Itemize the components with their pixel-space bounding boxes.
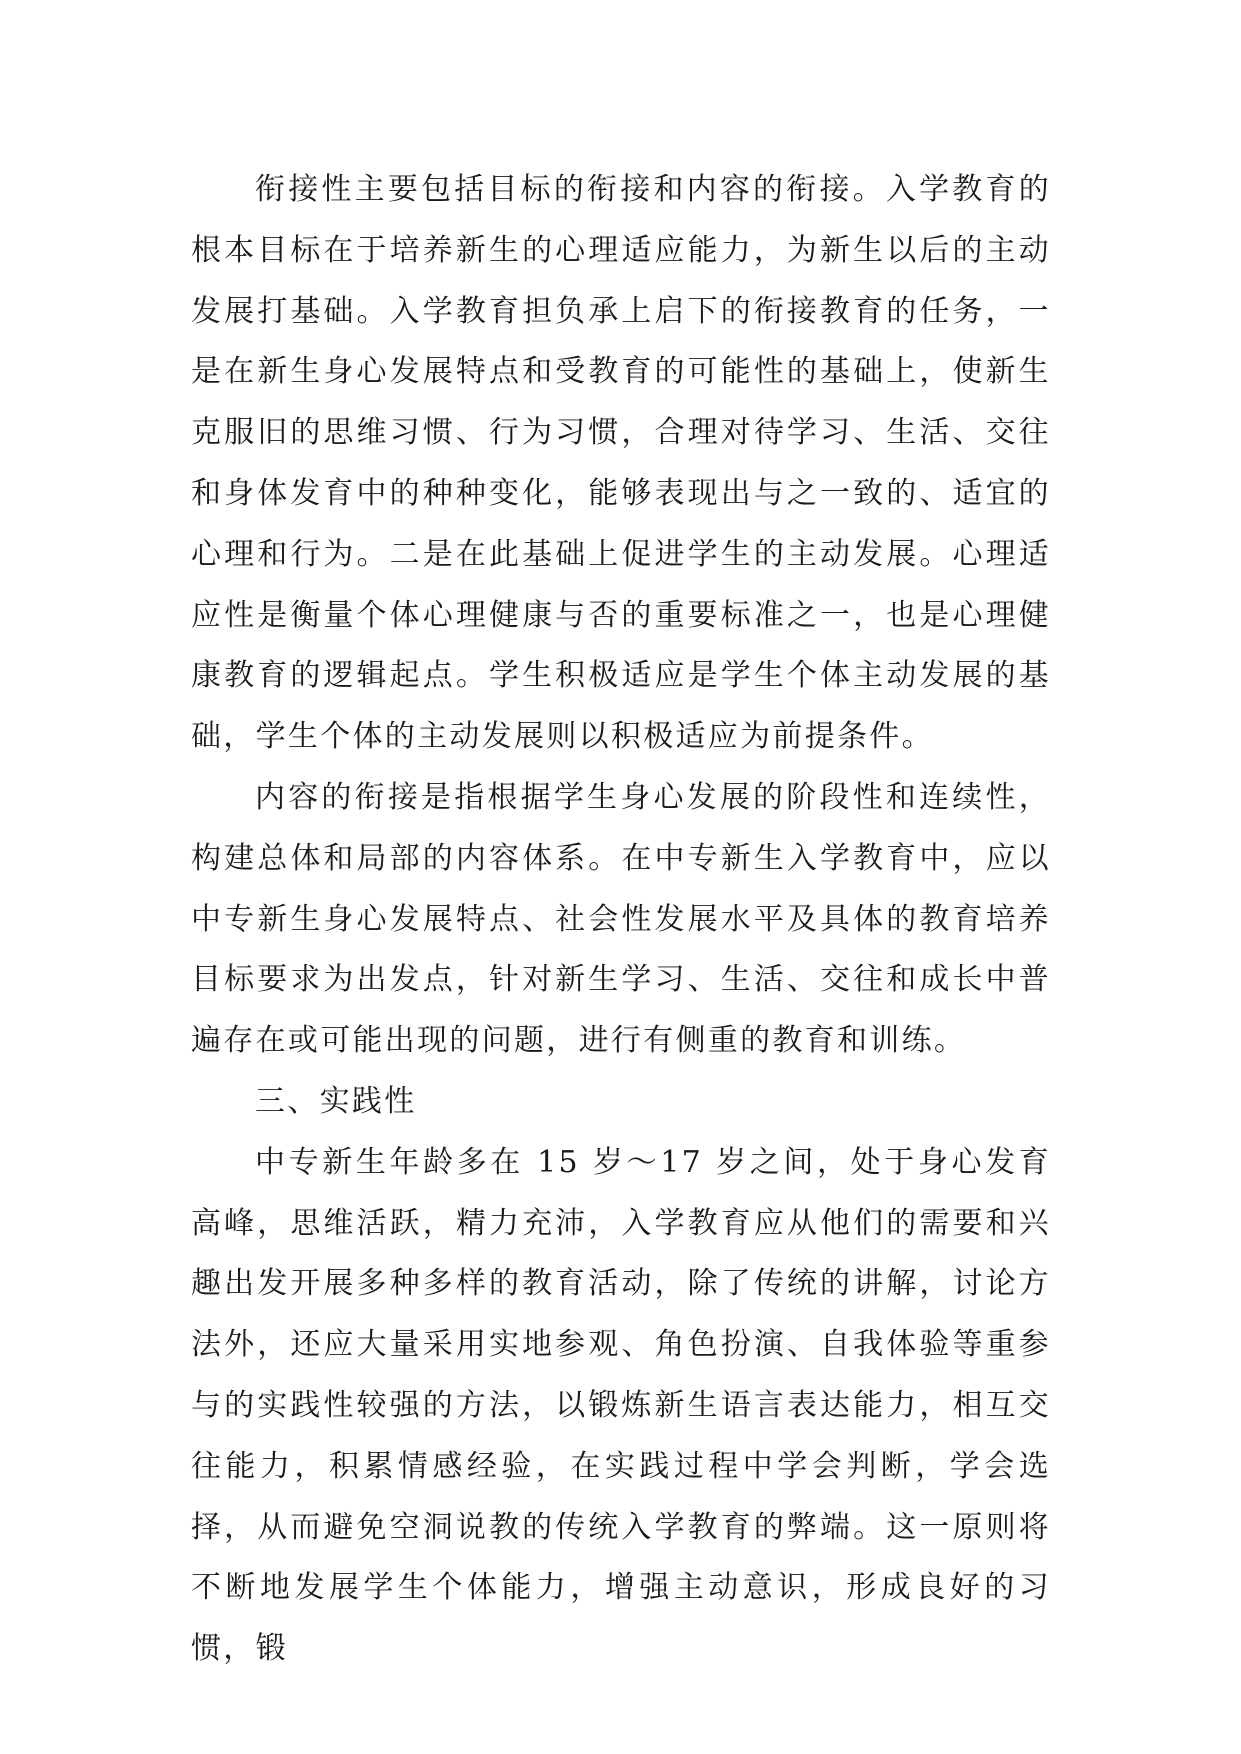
section-heading: 三、实践性 [255, 1083, 417, 1119]
body-text [191, 160, 1051, 1680]
paragraph-3: 中专新生年龄多在 15 岁～17 岁之间，处于身心发育高峰，思维活跃，精力充沛，入学教育应从他们的需要和兴趣出发开展多种多样的教育活动，除了传统的讲解，讨论方法外，还应大量采用实地参观、角色扮演、自我体验等重参与的实践性较强的方法，以锻炼新生语言表达能力，相互交往能力，积累情感经验，在实践过程中学会判断，学会选择，从而避免空洞说教的传统入学教育的弊端。这一原则将不断地发展学生个体能力，增强主动意识，形成良好的习惯，锻 [191, 1144, 1051, 1667]
paragraph-1: 衔接性主要包括目标的衔接和内容的衔接。入学教育的根本目标在于培养新生的心理适应能力，为新生以后的主动发展打基础。入学教育担负承上启下的衔接教育的任务，一是在新生身心发展特点和受教育的可能性的基础上，使新生克服旧的思维习惯、行为习惯，合理对待学习、生活、交往和身体发育中的种种变化，能够表现出与之一致的、适宜的心理和行为。二是在此基础上促进学生的主动发展。心理适应性是衡量个体心理健康与否的重要标准之一，也是心理健康教育的逻辑起点。学生积极适应是学生个体主动发展的基础，学生个体的主动发展则以积极适应为前提条件。 [191, 172, 1051, 755]
paragraph-2: 内容的衔接是指根据学生身心发展的阶段性和连续性，构建总体和局部的内容体系。在中专新生入学教育中，应以中专新生身心发展特点、社会性发展水平及具体的教育培养目标要求为出发点，针对新生学习、生活、交往和成长中普遍存在或可能出现的问题，进行有侧重的教育和训练。 [191, 779, 1051, 1059]
